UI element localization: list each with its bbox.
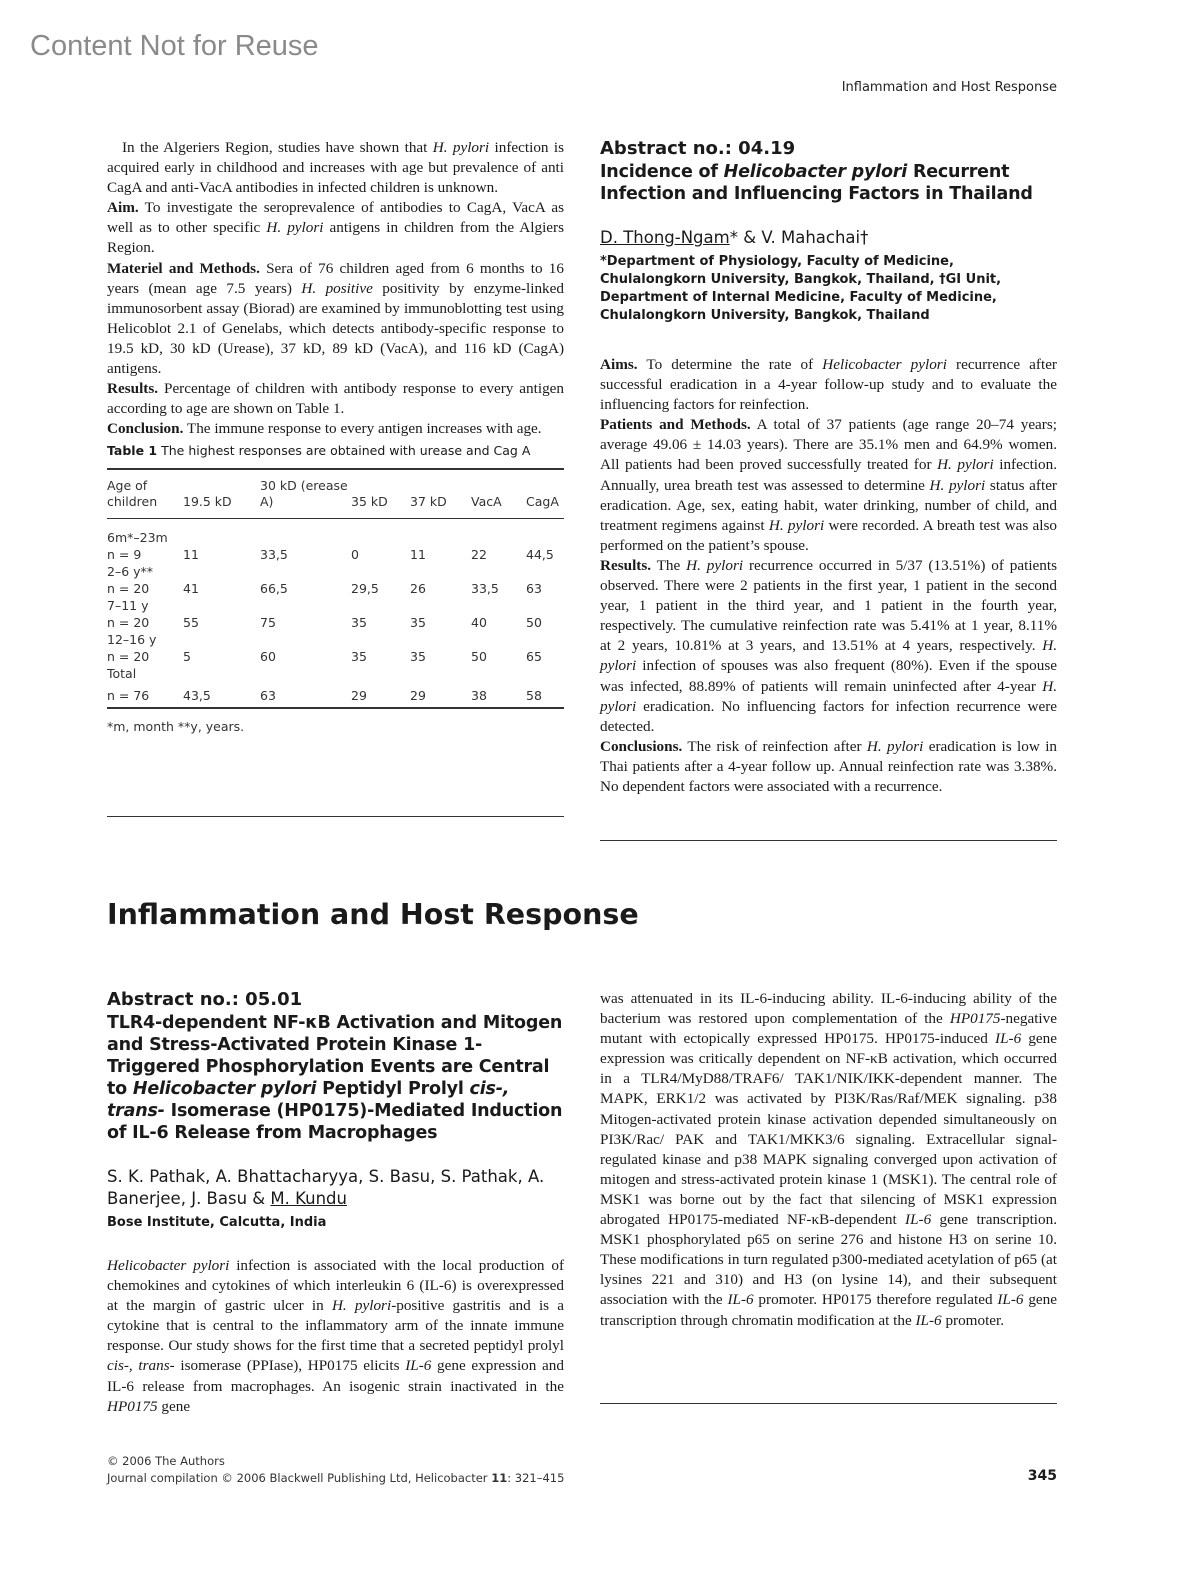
aims-paragraph: Aims. To determine the rate of Helicobacter pylori recurrence after successful eradication in a 4-year follow-up study and to evaluate the influencing factors for reinfection. (600, 356, 1057, 414)
table-footnote: *m, month **y, years. (107, 719, 245, 735)
table-header-row (107, 469, 564, 519)
table-row: 2–6 y** (107, 564, 154, 580)
table-row: 12–16 y (107, 632, 157, 648)
table-header-cell: 30 kD (erease A) (260, 469, 351, 519)
abstract-authors: D. Thong-Ngam* & V. Mahachai† (600, 228, 869, 247)
table-row: n = 9 11 33,5 0 11 22 44,5 (107, 547, 554, 563)
table-header-cell: Age of children (107, 469, 183, 519)
journal-line: Journal compilation © 2006 Blackwell Publishing Ltd, Helicobacter 11: 321–415 (107, 1471, 565, 1485)
table-header-cell: VacA (471, 469, 526, 519)
abstract-0501-continued (600, 989, 1057, 1331)
conclusions-paragraph: Conclusions. The risk of reinfection after H. pylori eradication is low in Thai patients after a 4-year follow up. Annual reinfection rate was 3.38%. No dependent factors were associated with a recurrence. (600, 737, 1058, 795)
table-row: Total (107, 666, 137, 682)
section-title: Inflammation and Host Response (107, 898, 639, 931)
right-column-end-rule (600, 840, 1057, 841)
patients-methods-paragraph: Patients and Methods. A total of 37 patients (age range 20–74 years; average 49.06 ± 14.03 years). There are 35.1% men and 64.9% women. All patients had been proved successfully treated for H. pylori infection. Annually, urea breath test was assessed to determine H. pylori status after eradication. Age, sex, eating habit, water drinking, number of child, and treatment regimens against H. pylori were recorded. A breath test was also performed on the patient’s spouse. (600, 416, 1057, 554)
abstract-0419 (600, 138, 1057, 797)
copyright-line: © 2006 The Authors (107, 1454, 225, 1468)
abstract-affiliation: Bose Institute, Calcutta, India (107, 1215, 327, 1230)
results-paragraph: Results. Percentage of children with antibody response to every antigen according to age are shown on Table 1. (107, 380, 564, 418)
abstract-title: TLR4-dependent NF-κB Activation and Mitogen and Stress-Activated Protein Kinase 1-Triggered Phosphorylation Events are Central to Helicobacter pylori Peptidyl Prolyl cis-, trans- Isomerase (HP0175)-Mediated Induction of IL-6 Release from Macrophages (107, 1013, 563, 1143)
left-top-column (107, 138, 564, 734)
page-number: 345 (1027, 1468, 1057, 1484)
abstract-body-right: was attenuated in its IL-6-inducing ability. IL-6-inducing ability of the bacterium was restored upon complementation of the HP0175-negative mutant with ectopically expressed HP0175. HP0175-induced IL-6 gene expression was critically dependent on NF-κB activation, which occurred in a TLR4/MyD88/TRAF6/ TAK1/NIK/IKK-dependent manner. The MAPK, ERK1/2 was activated by PI3K/Ras/Raf/MEK signaling. p38 Mitogen-activated protein kinase activation depended simultaneously on PI3K/Rac/ PAK and TAK1/MKK3/6 signaling. Extracellular signal-regulated kinase and p38 MAPK signaling converged upon activation of mitogen and stress-activated protein kinase 1 (MSK1). The central role of MSK1 was borne out by the fact that silencing of MSK1 expression abrogated HP0175-mediated NF-κB-dependent IL-6 gene transcription. MSK1 phosphorylated p65 on serine 276 and histone H3 on serine 10. These modifications in turn regulated p300-mediated acetylation of p65 (at lysines 221 and 310) and H3 (on lysine 14), and their subsequent association with the IL-6 promoter. HP0175 therefore regulated IL-6 gene transcription through chromatin modification at the IL-6 promoter. (600, 990, 1057, 1329)
conclusion-paragraph: Conclusion. The immune response to every antigen increases with age. (107, 420, 542, 438)
abstract-title: Incidence of Helicobacter pylori Recurrent Infection and Influencing Factors in Thailand (600, 162, 1033, 204)
table-row: n = 20 5 60 35 35 50 65 (107, 649, 542, 665)
intro-paragraph: In the Algeriers Region, studies have shown that H. pylori infection is acquired early in childhood and increases with age but prevalence of anti CagA and anti-VacA antibodies in infected children is unknown. (107, 139, 565, 197)
left-column-end-rule (107, 816, 564, 817)
table-header-cell: 37 kD (410, 469, 471, 519)
abstract-number: Abstract no.: 05.01 (107, 989, 303, 1010)
abstract-0501 (107, 989, 564, 1417)
aim-paragraph: Aim. To investigate the seroprevalence of antibodies to CagA, VacA as well as to other specific H. pylori antigens in children from the Algiers Region. (107, 199, 565, 257)
table-row: 7–11 y (107, 598, 149, 614)
table-row: n = 20 41 66,5 29,5 26 33,5 63 (107, 581, 542, 597)
table-caption: Table 1 The highest responses are obtained with urease and Cag A (107, 443, 531, 459)
results-paragraph: Results. The H. pylori recurrence occurred in 5/37 (13.51%) of patients observed. There were 2 patients in the first year, 1 patient in the second year, 1 patient in the third year, and 1 patient in the fourth year, respectively. The cumulative reinfection rate was 5.41% at 1 year, 8.11% at 2 years, 10.81% at 3 years, and 13.51% at 4 years, respectively. H. pylori infection of spouses was also frequent (80%). Even if the spouse was infected, 88.89% of patients will remain uninfected after 4-year H. pylori eradication. No influencing factors for infection recurrence were detected. (600, 556, 1058, 735)
data-table (107, 468, 564, 709)
table-row: n = 20 55 75 35 35 40 50 (107, 615, 542, 631)
watermark: Content Not for Reuse (30, 30, 319, 62)
table-header-cell: CagA (526, 469, 564, 519)
table-header-cell: 35 kD (351, 469, 410, 519)
abstract-affiliation: *Department of Physiology, Faculty of Medicine, Chulalongkorn University, Bangkok, Thailand, †GI Unit, Department of Internal Medicine, Faculty of Medicine, Chulalongkorn University, Bangkok, Thailand (600, 254, 1002, 323)
table-row: n = 76 43,5 63 29 29 38 58 (107, 682, 564, 708)
footer-copyright (107, 1453, 564, 1487)
abstract-authors: S. K. Pathak, A. Bhattacharyya, S. Basu, S. Pathak, A. Banerjee, J. Basu & M. Kundu (107, 1167, 545, 1208)
methods-paragraph: Materiel and Methods. Sera of 76 children aged from 6 months to 16 years (mean age 7.5 years) H. positive positivity by enzyme-linked immunosorbent assay (Biorad) are examined by immunoblotting test using Helicoblot 2.1 of Genelabs, which detects antibody-specific response to 19.5 kD, 30 kD (Urease), 37 kD, 89 kD (VacA), and 116 kD (CagA) antigens. (107, 259, 564, 378)
table-header-cell: 19.5 kD (183, 469, 260, 519)
abstract-number: Abstract no.: 04.19 (600, 138, 796, 159)
running-head: Inflammation and Host Response (841, 80, 1057, 95)
right-bottom-end-rule (600, 1403, 1057, 1404)
table-row: 6m*–23m (107, 530, 168, 546)
abstract-body-left: Helicobacter pylori infection is associated with the local production of chemokines and cytokines of which interleukin 6 (IL-6) is overexpressed at the margin of gastric ulcer in H. pylori-positive gastritis and is a cytokine that is central to the inflammatory arm of the innate immune response. Our study shows for the first time that a secreted peptidyl prolyl cis-, trans- isomerase (PPIase), HP0175 elicits IL-6 gene expression and IL-6 release from macrophages. An isogenic strain inactivated in the HP0175 gene (107, 1257, 565, 1415)
